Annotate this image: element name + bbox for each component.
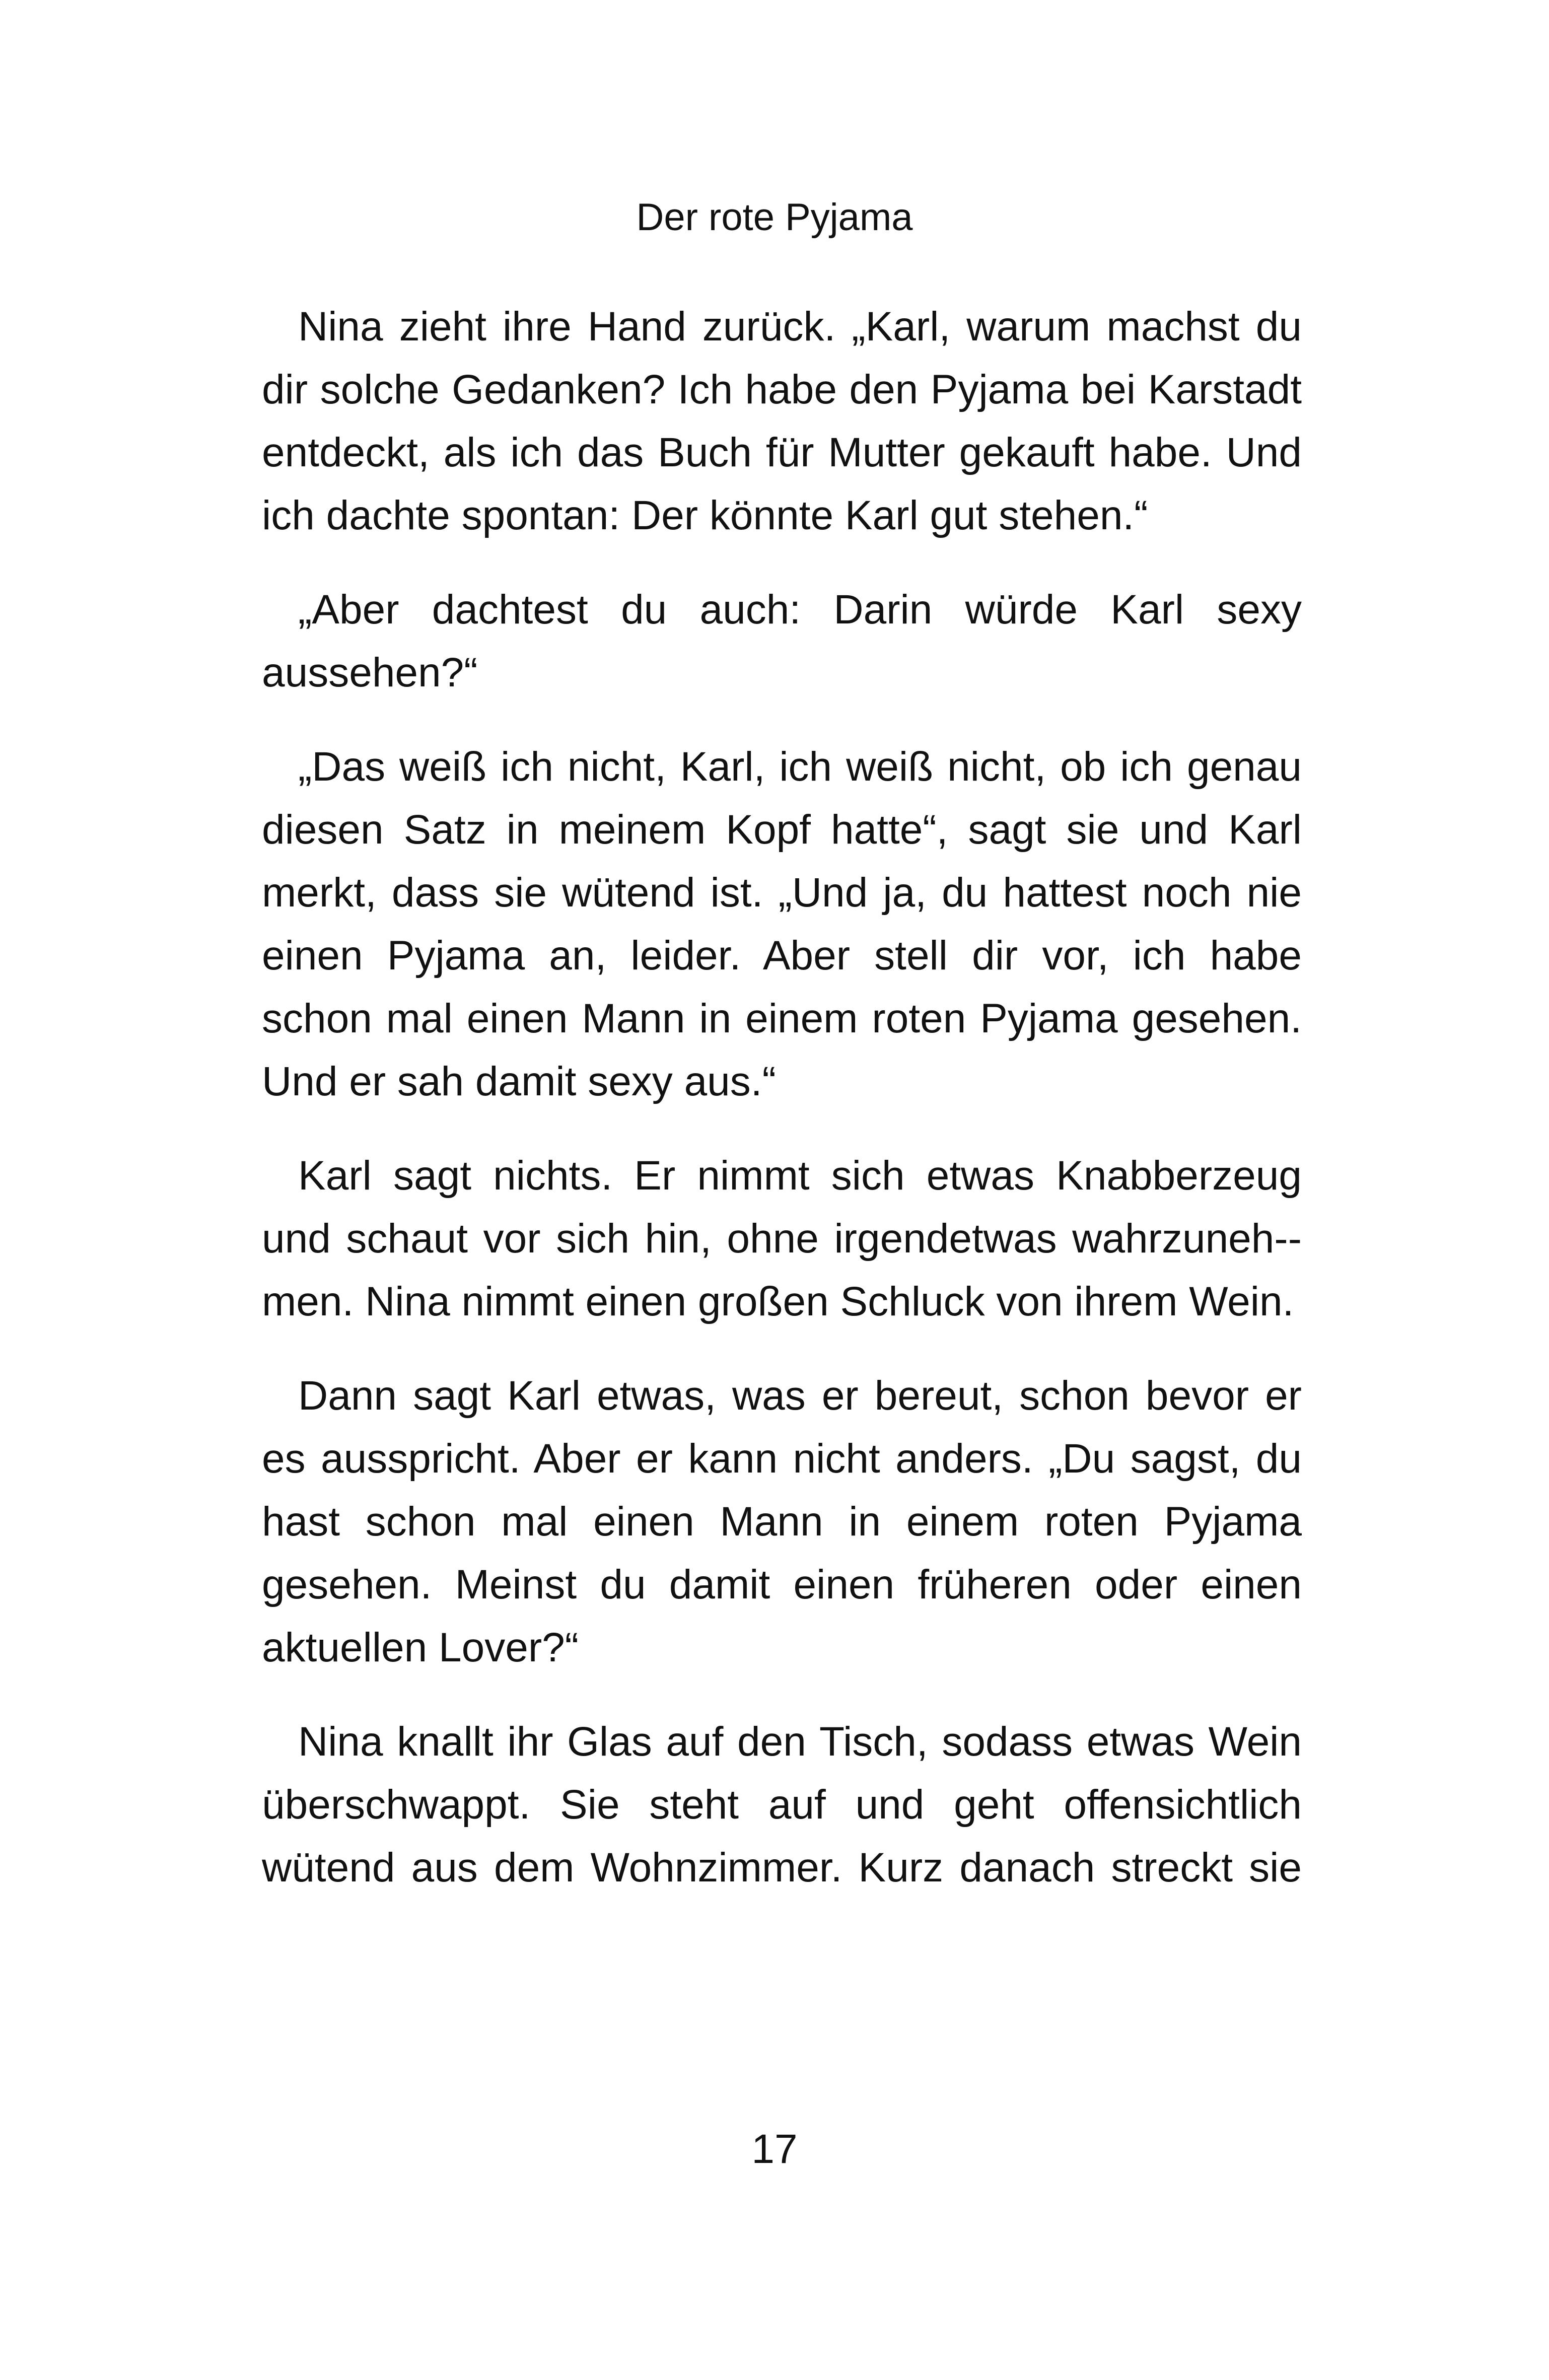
paragraph: Dann sagt Karl etwas, was er bereut, schon bevor er es ausspricht. Aber er kann nicht anders. „Du sagst, du hast schon mal einen Mann in einem roten Pyjama gesehen. Meinst du damit einen früheren oder einen aktuellen Lover?“ [262,1373,1302,1670]
paragraph: „Das weiß ich nicht, Karl, ich weiß nicht, ob ich genau diesen Satz in meinem Kopf hatte“, sagt sie und Karl merkt, dass sie wütend ist. „Und ja, du hattest noch nie einen Pyjama an, leider. Aber stell dir vor, ich habe schon mal einen Mann in einem roten Pyjama gesehen. Und er sah damit sexy aus.“ [262,744,1302,1104]
paragraph: „Aber dachtest du auch: Darin würde Karl sexy aussehen?“ [262,587,1302,695]
paragraph: Nina knallt ihr Glas auf den Tisch, sodass etwas Wein überschwappt. Sie steht auf und geht offensichtlich wütend aus dem Wohnzimmer. Kurz danach streckt sie [262,1719,1302,1891]
body-text [262,295,1302,1899]
page-number: 17 [751,2126,798,2172]
paragraph: Nina zieht ihre Hand zurück. „Karl, warum machst du dir solche Gedanken? Ich habe den Pyjama bei Karstadt entdeckt, als ich das Buch für Mutter gekauft habe. Und ich dachte spontan: Der könnte Karl gut stehen.“ [262,304,1302,538]
running-head: Der rote Pyjama [636,196,913,239]
paragraph: Karl sagt nichts. Er nimmt sich etwas Knabberzeug und schaut vor sich hin, ohne irgendetwas wahrzuneh-men. Nina nimmt einen großen Schluck von ihrem Wein. [262,1153,1302,1324]
